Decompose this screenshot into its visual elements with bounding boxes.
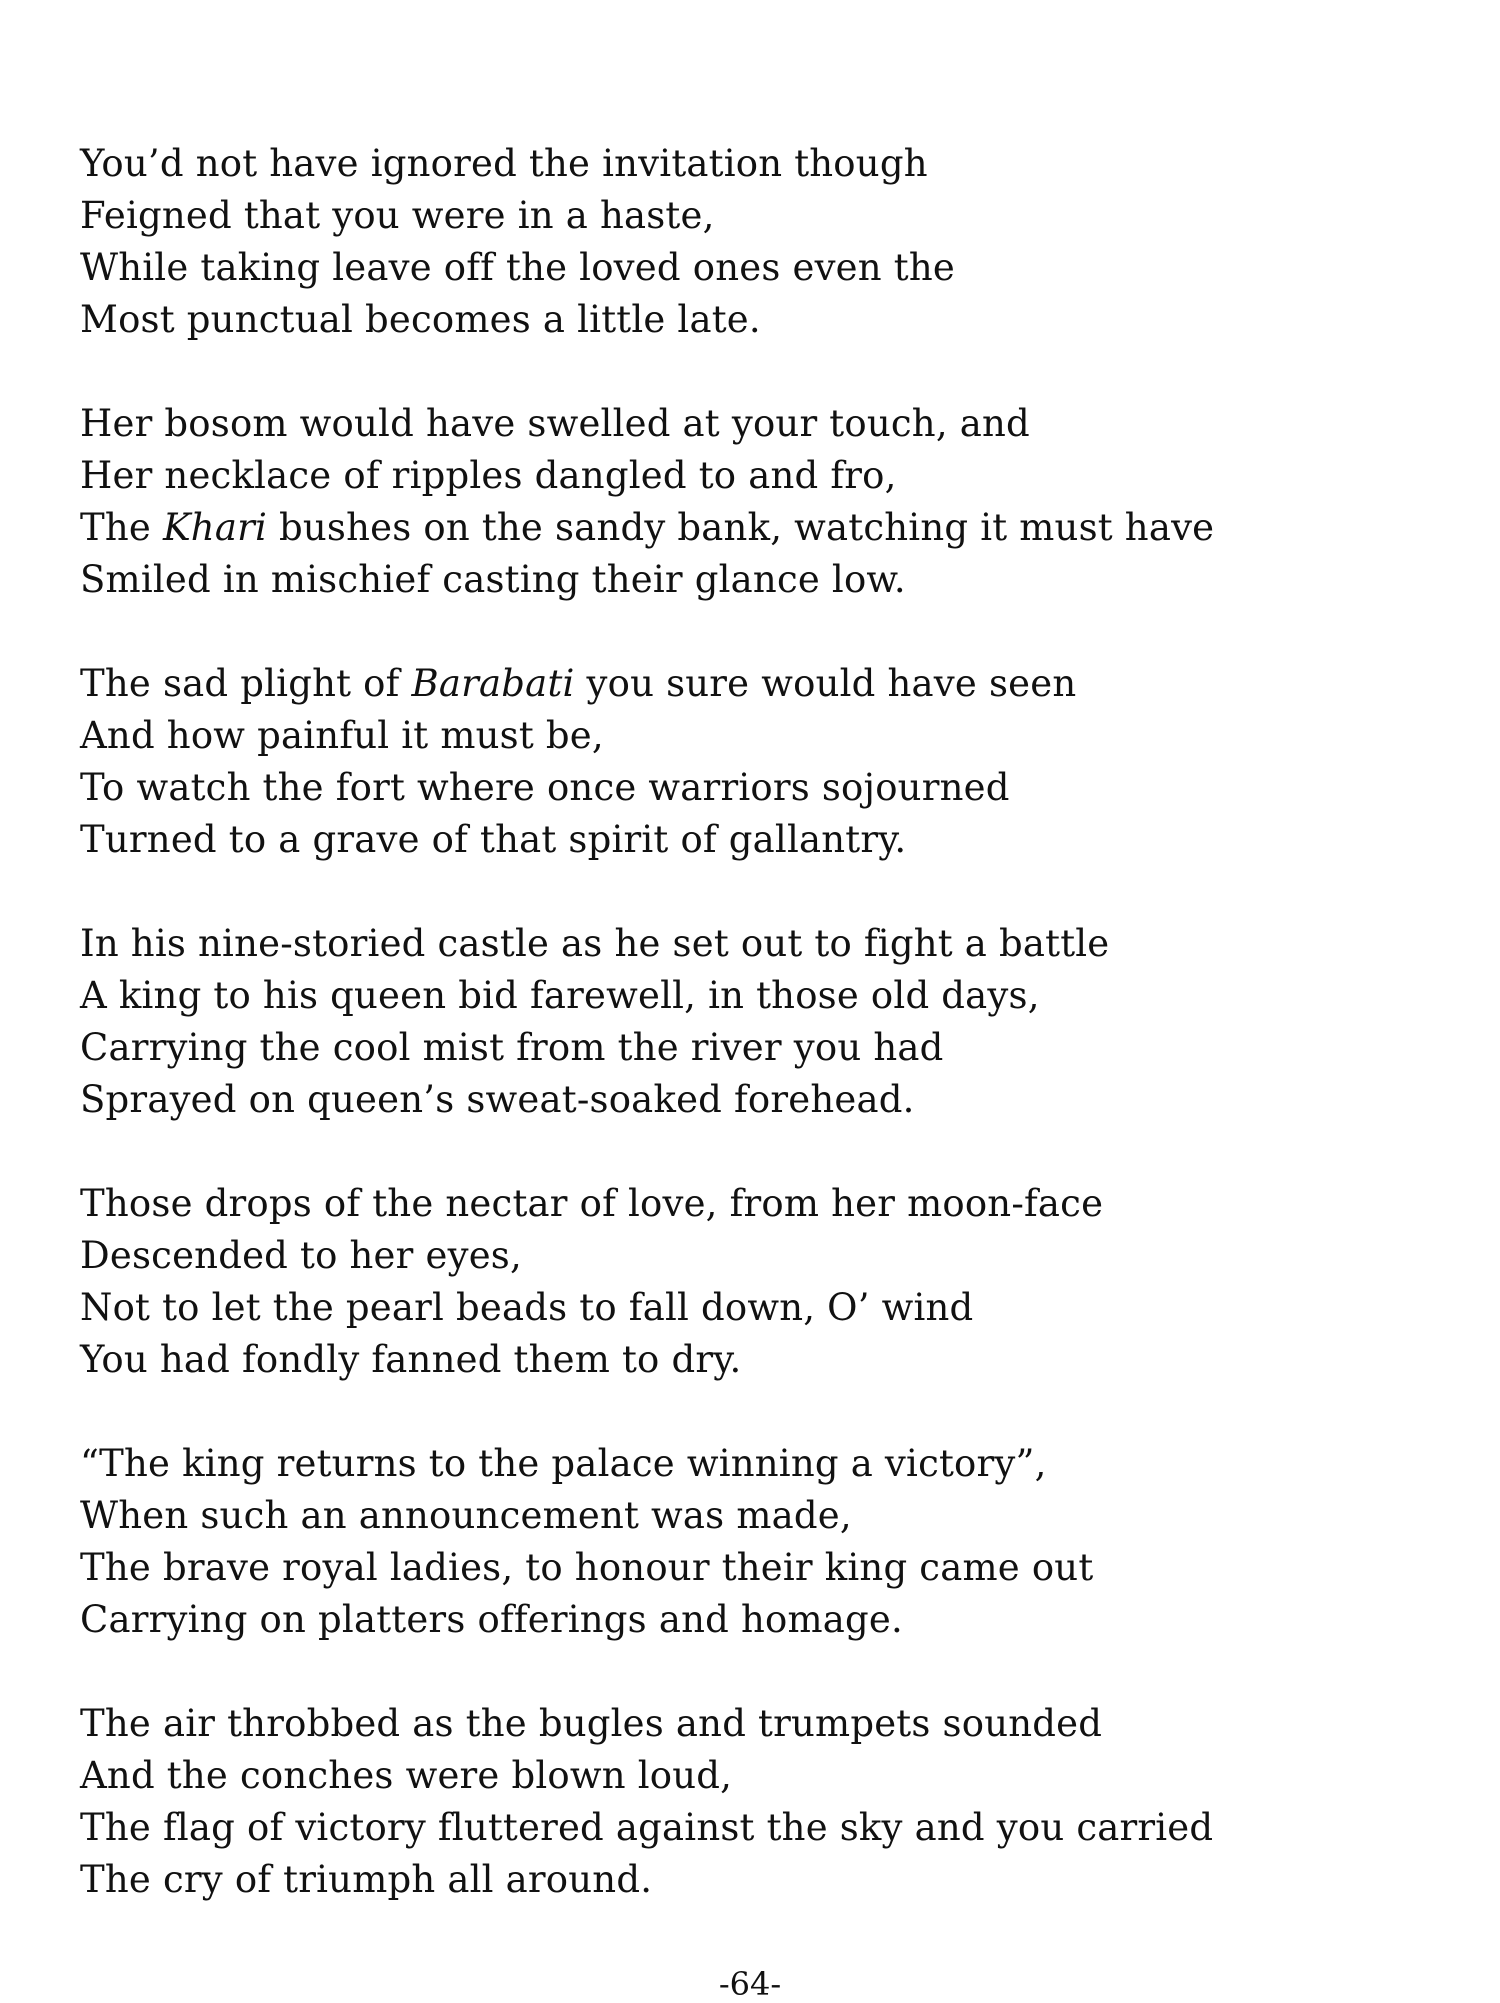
- poem-line: [80, 658, 1430, 710]
- poem-line: Carrying the cool mist from the river you had: [80, 1026, 944, 1069]
- poem-line: [80, 502, 1430, 554]
- line-segment: bushes on the sandy bank, watching it must have: [267, 506, 1215, 549]
- poem-line: Carrying on platters offerings and homage.: [80, 1598, 903, 1641]
- poem-line: The flag of victory fluttered against the sky and you carried: [80, 1806, 1214, 1849]
- poem-line: Most punctual becomes a little late.: [80, 298, 761, 341]
- poem-line: A king to his queen bid farewell, in those old days,: [80, 974, 1040, 1017]
- stanza-2: [80, 398, 1430, 606]
- poem-line: When such an announcement was made,: [80, 1494, 852, 1537]
- stanza-1: [80, 138, 1430, 346]
- stanza-3: [80, 658, 1430, 866]
- italic-term: Barabati: [411, 662, 575, 705]
- poem-body: [80, 138, 1430, 1958]
- poem-line: While taking leave off the loved ones even the: [80, 246, 955, 289]
- poem-line: To watch the fort where once warriors sojourned: [80, 766, 1010, 809]
- poem-line: You had fondly fanned them to dry.: [80, 1338, 742, 1381]
- poem-line: Feigned that you were in a haste,: [80, 194, 715, 237]
- poem-line: The brave royal ladies, to honour their king came out: [80, 1546, 1094, 1589]
- poem-line: Not to let the pearl beads to fall down, O’ wind: [80, 1286, 974, 1329]
- poem-line: The air throbbed as the bugles and trumpets sounded: [80, 1702, 1103, 1745]
- poem-line: Turned to a grave of that spirit of gallantry.: [80, 818, 907, 861]
- poem-line: And how painful it must be,: [80, 714, 604, 757]
- line-segment: The: [80, 506, 163, 549]
- poem-line: Descended to her eyes,: [80, 1234, 522, 1277]
- poem-line: Smiled in mischief casting their glance low.: [80, 558, 906, 601]
- poem-line: The cry of triumph all around.: [80, 1858, 653, 1901]
- stanza-7: [80, 1698, 1430, 1906]
- line-segment: The sad plight of: [80, 662, 412, 705]
- poem-line: In his nine-storied castle as he set out to fight a battle: [80, 922, 1110, 965]
- italic-term: Khari: [162, 506, 268, 549]
- poem-line: “The king returns to the palace winning a victory”,: [80, 1442, 1047, 1485]
- poem-line: And the conches were blown loud,: [80, 1754, 733, 1797]
- page-number: -64-: [718, 1965, 782, 2003]
- stanza-4: [80, 918, 1430, 1126]
- stanza-6: [80, 1438, 1430, 1646]
- line-segment: you sure would have seen: [574, 662, 1077, 705]
- poem-line: Those drops of the nectar of love, from her moon-face: [80, 1182, 1104, 1225]
- poem-line: Her bosom would have swelled at your touch, and: [80, 402, 1030, 445]
- poem-line: You’d not have ignored the invitation though: [80, 142, 928, 185]
- poem-line: Sprayed on queen’s sweat-soaked forehead.: [80, 1078, 915, 1121]
- poem-line: Her necklace of ripples dangled to and fro,: [80, 454, 897, 497]
- stanza-5: [80, 1178, 1430, 1386]
